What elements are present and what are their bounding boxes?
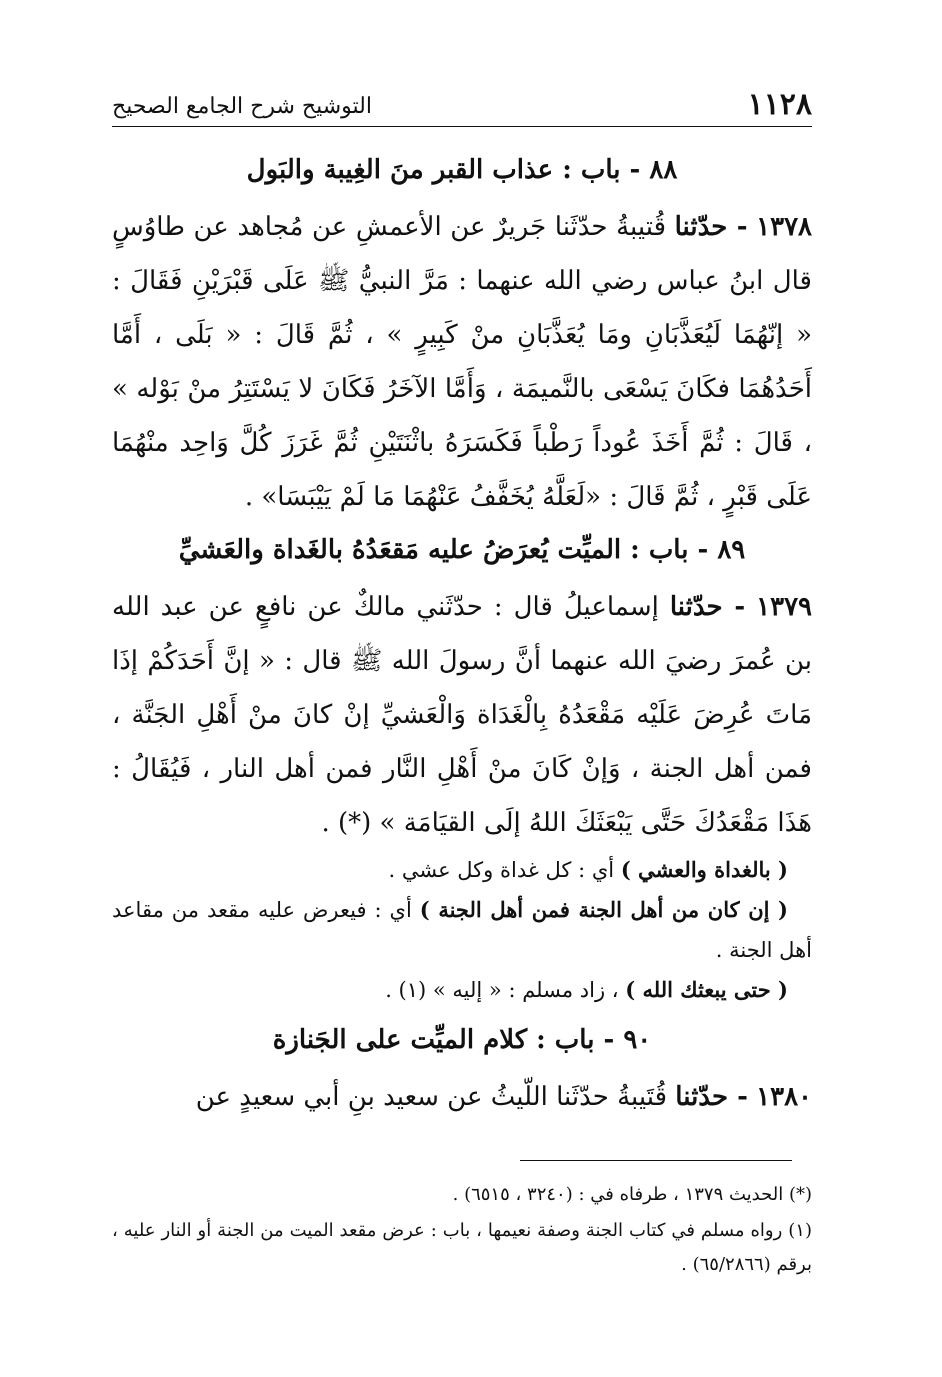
main-text — [112, 140, 812, 1124]
commentary-1 — [112, 850, 812, 890]
hadith-1380 — [112, 1070, 812, 1124]
footnote-star: (*) الحديث ١٣٧٩ ، طرفاه في : (٣٢٤٠ ، ٦٥١٥) . — [452, 1184, 812, 1205]
running-title: التوشيح شرح الجامع الصحيح — [112, 94, 372, 119]
hadith-number: ١٣٨٠ — [756, 1082, 812, 1112]
hadith-number: ١٣٧٩ — [756, 592, 812, 622]
page-header — [112, 82, 812, 122]
hadith-1379 — [112, 580, 812, 850]
hadith-lead: - حدّثنا — [674, 212, 748, 242]
footnote-rule — [520, 1160, 792, 1161]
hadith-1378 — [112, 200, 812, 524]
commentary-text: أي : كل غداة وكل عشي . — [388, 858, 615, 882]
chapter-title-89: ٨٩ - باب : الميِّت يُعرَضُ عليه مَقعَدُهُ بالغَداة والعَشيِّ — [178, 535, 746, 565]
chapter-title-90: ٩٠ - باب : كلام الميِّت على الجَنازة — [272, 1025, 652, 1055]
commentary-3 — [112, 970, 812, 1010]
hadith-text: إسماعيلُ قال : حدّثَني مالكٌ عن نافعٍ عن عبد الله بن عُمرَ رضيَ الله عنهما أنَّ رسولَ الله ﷺ قال : « إنَّ أَحَدَكُمْ إذَا مَاتَ عُرِضَ عَلَيْه مَقْعَدُهُ بِالْغَدَاة وَالْعَشيِّ إنْ كانَ منْ أَهْلِ الجَنَّة ، فمن أهل الجنة ، وَإنْ كَانَ منْ أَهْلِ النَّار فمن أهل النار ، فَيُقَالُ : هَذَا مَقْعَدُكَ حَتَّى يَبْعَثَكَ اللهُ إلَى القيَامَة » (*) . — [112, 592, 812, 838]
hadith-text: قُتَيبةُ حدّثَنا اللّيثُ عن سعيد بنِ أبي سعيدٍ عن — [195, 1082, 668, 1112]
footnotes — [112, 1178, 812, 1284]
commentary-text: ، زاد مسلم : « إليه » (١) . — [385, 978, 619, 1002]
hadith-lead: - حدّثنا — [669, 592, 746, 622]
hadith-text: قُتيبةُ حدّثَنا جَريرٌ عن الأعمشِ عن مُجاهد عن طاوُسٍ قال ابنُ عباس رضي الله عنهما : مَرَّ النبيُّ ﷺ عَلَى قَبْرَيْنِ فَقَالَ : « إنّهُمَا لَيُعَذَّبَانِ ومَا يُعَذَّبَانِ منْ كَبِيرٍ » ، ثُمَّ قَالَ : « بَلَى ، أَمَّا أَحَدُهُمَا فكَانَ يَسْعَى بالنَّميمَة ، وَأَمَّا الآخَرُ فَكَانَ لا يَسْتَتِرُ منْ بَوْله » ، قَالَ : ثُمَّ أَخَذَ عُوداً رَطْباً فَكَسَرَهُ باثْنَتَيْنِ ثُمَّ غَرَزَ كُلَّ وَاحِد منْهُمَا عَلَى قَبْرٍ ، ثُمَّ قَالَ : «لَعَلَّهُ يُخَفَّفُ عَنْهُمَا مَا لَمْ يَيْبَسَا» . — [112, 212, 812, 512]
hadith-lead: - حدّثنا — [675, 1082, 748, 1112]
commentary-term: ( حتى يبعثك الله ) — [625, 977, 788, 1002]
footnote-1: (١) رواه مسلم في كتاب الجنة وصفة نعيمها ، باب : عرض مقعد الميت من الجنة أو النار عليه ، برقم (٦٥/٢٨٦٦) . — [112, 1220, 812, 1275]
commentary-term: ( إن كان من أهل الجنة فمن أهل الجنة ) — [419, 897, 788, 922]
commentary-2 — [112, 890, 812, 970]
commentary-text: أي : فيعرض عليه مقعد من مقاعد أهل الجنة . — [112, 898, 812, 962]
header-rule — [112, 126, 812, 127]
chapter-title-88: ٨٨ - باب : عذاب القبر منَ الغِيبة والبَول — [246, 155, 678, 185]
page-number: ١١٢٨ — [747, 87, 812, 122]
hadith-number: ١٣٧٨ — [756, 212, 812, 242]
commentary-term: ( بالغداة والعشي ) — [620, 857, 788, 882]
